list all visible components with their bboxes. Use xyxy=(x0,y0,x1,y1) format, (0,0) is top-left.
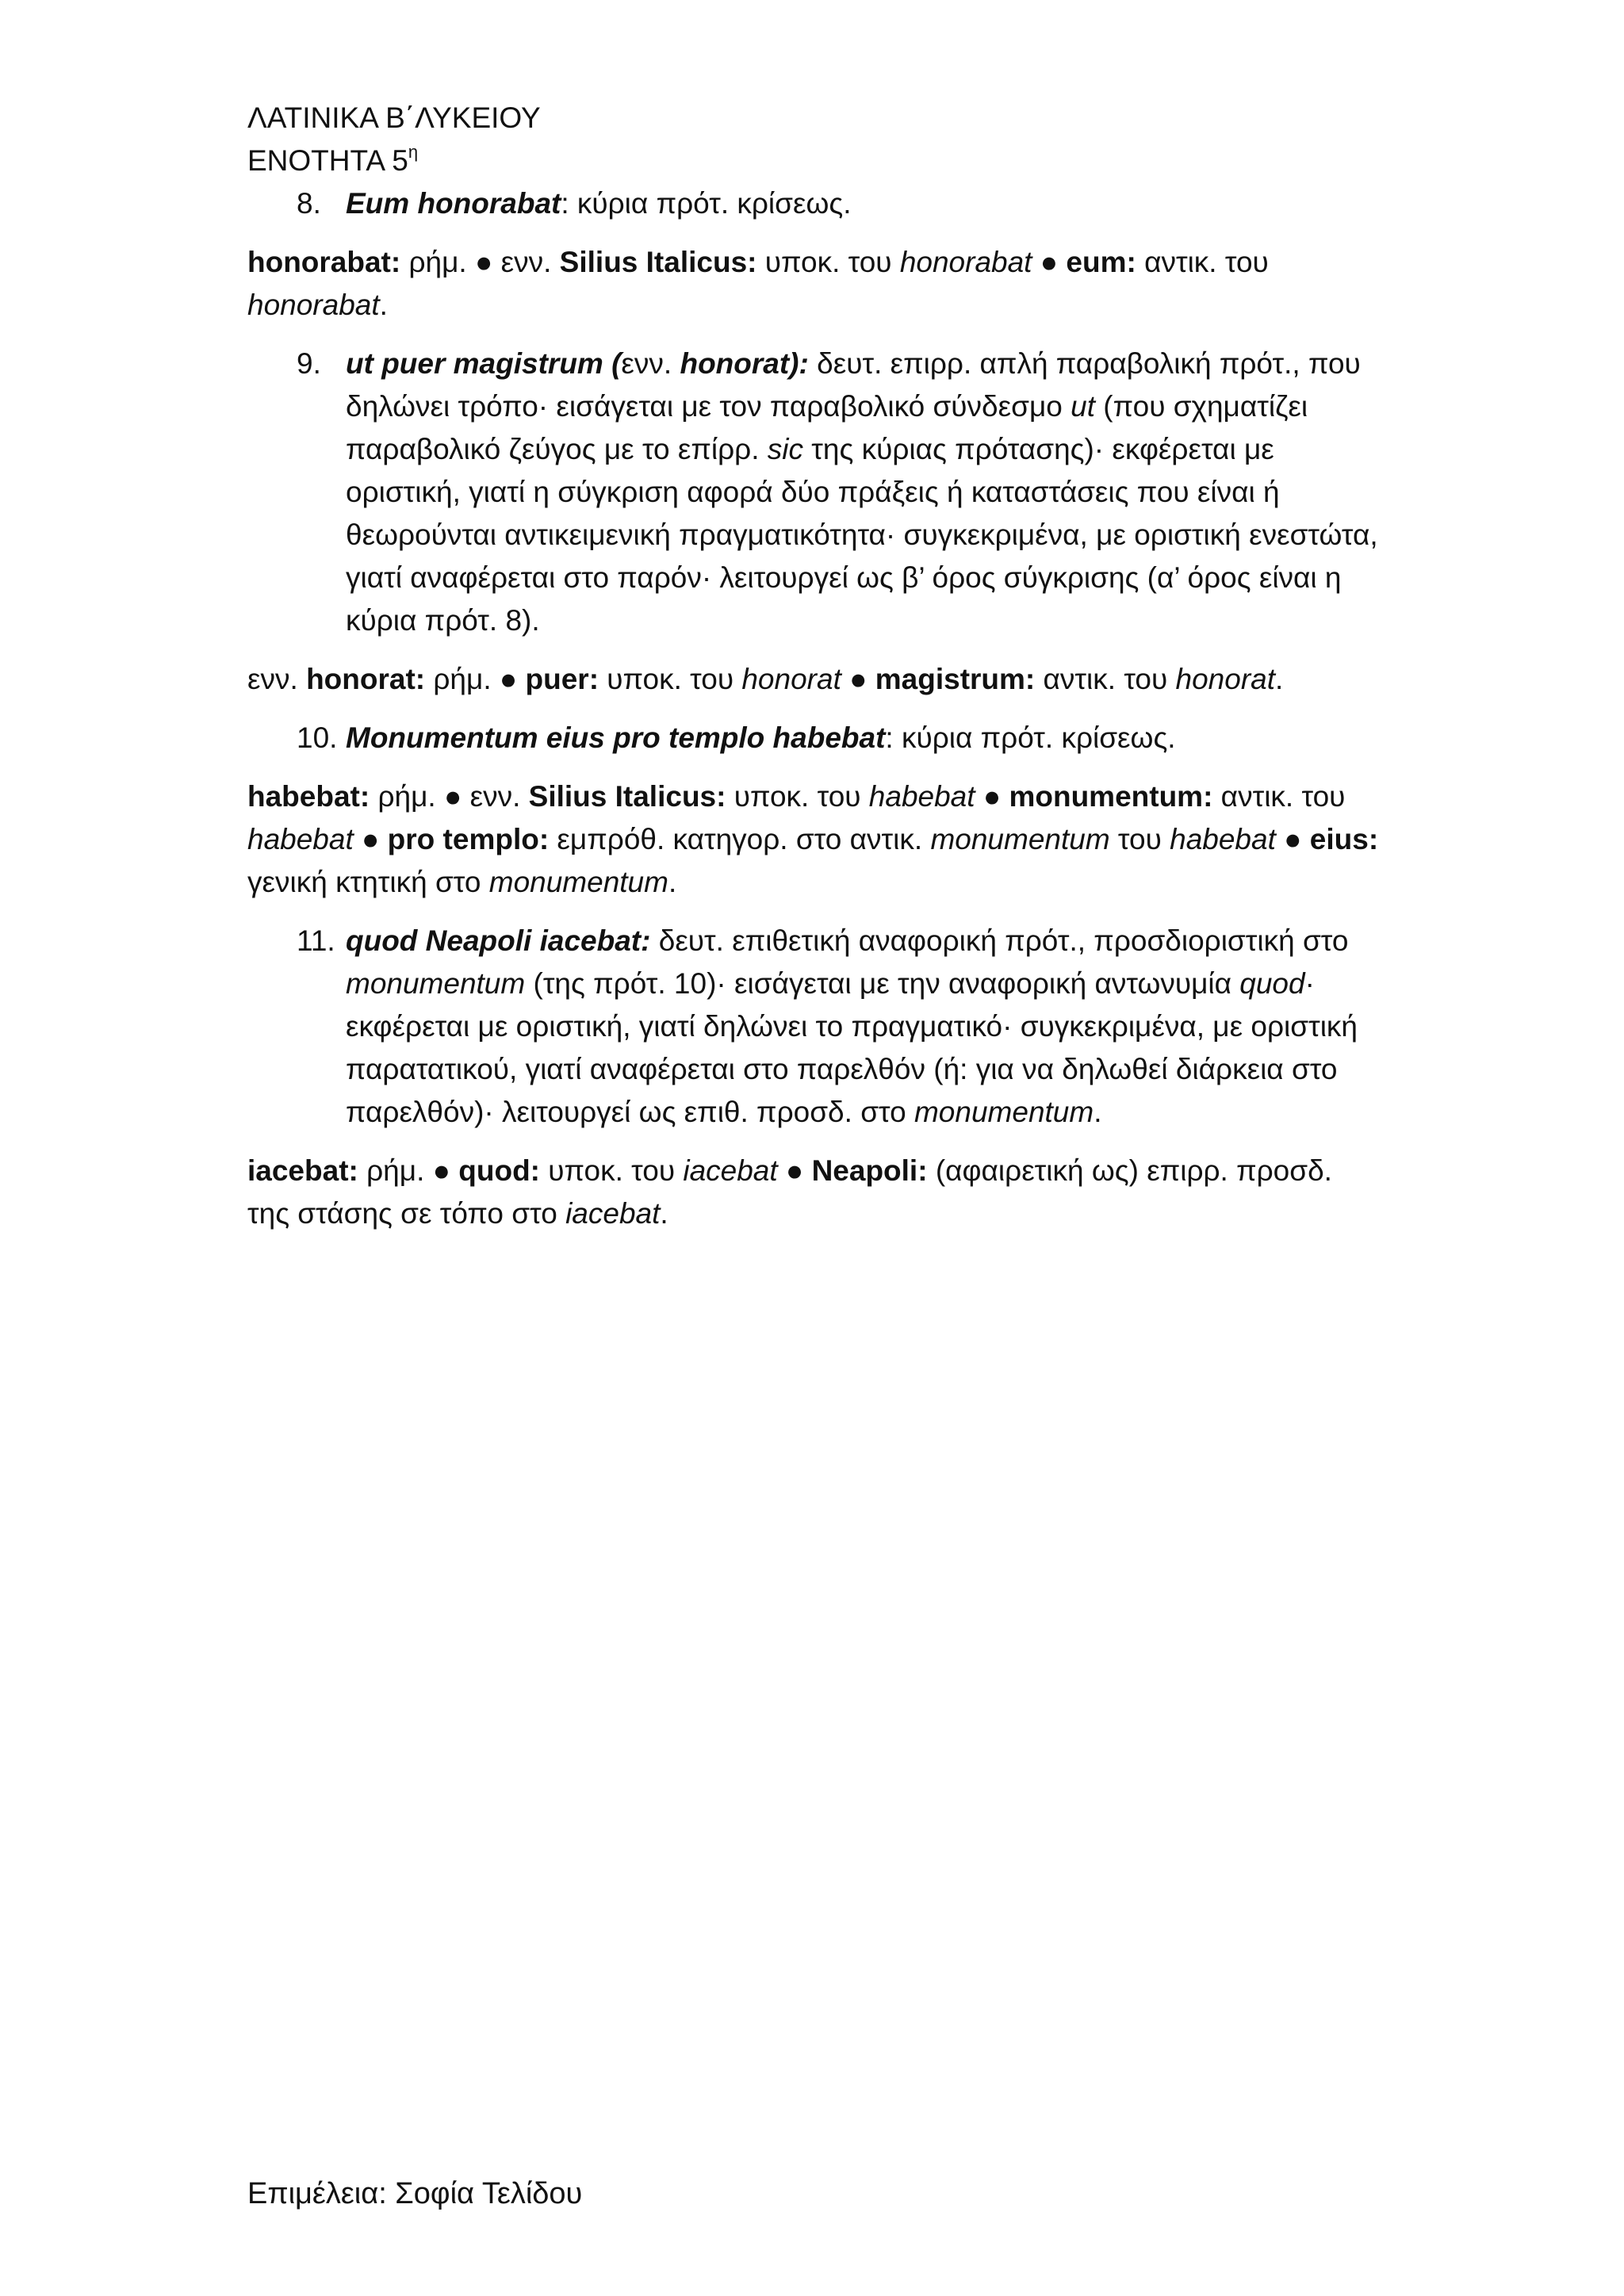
text-run: δευτ. επιρρ. απλή παραβολική πρότ., που δηλώνει τρόπο· εισάγεται με τον παραβολικό σύνδεσμο xyxy=(346,347,1361,423)
analysis-paragraph xyxy=(247,775,1381,904)
text-run: monumentum xyxy=(930,823,1110,855)
text-run: monumentum: xyxy=(1009,780,1213,813)
text-run: . xyxy=(379,289,388,321)
text-run: . xyxy=(668,866,677,898)
text-run: (αφαιρετική ως) επιρρ. προσδ. της στάσης σε τόπο στο xyxy=(247,1154,1332,1230)
text-run: δευτ. επιθετική αναφορική πρότ., προσδιοριστική στο xyxy=(650,924,1349,957)
text-run: ● xyxy=(841,663,875,695)
text-run: habebat xyxy=(868,780,975,813)
text-run: honorabat xyxy=(247,289,380,321)
text-run: Silius Italicus: xyxy=(559,246,757,278)
text-run: ρήμ. ● xyxy=(425,663,526,695)
numbered-item-11 xyxy=(247,920,1381,1134)
analysis-paragraph xyxy=(247,241,1381,327)
text-run: Monumentum eius pro templo habebat xyxy=(346,721,886,754)
text-run: quod: xyxy=(458,1154,540,1187)
text-run: ενν. xyxy=(247,663,307,695)
text-run: iacebat: xyxy=(247,1154,358,1187)
analysis-paragraph xyxy=(247,658,1381,701)
text-run: αντικ. του xyxy=(1035,663,1176,695)
text-run: αντικ. του xyxy=(1212,780,1346,813)
text-run: υποκ. του xyxy=(540,1154,684,1187)
text-run: honorat xyxy=(741,663,841,695)
item-number: 8. xyxy=(297,187,321,220)
text-run: . xyxy=(660,1197,668,1230)
document-header xyxy=(247,97,1381,182)
text-run: quod xyxy=(1239,967,1305,1000)
text-run: του xyxy=(1109,823,1170,855)
item-number: 9. xyxy=(297,347,321,380)
numbered-item-10 xyxy=(247,717,1381,760)
item-text xyxy=(346,187,851,220)
text-run: Neapoli: xyxy=(811,1154,928,1187)
text-run: γενική κτητική στο xyxy=(247,866,489,898)
text-run: Eum honorabat xyxy=(346,187,561,220)
document-footer: Επιμέλεια: Σοφία Τελίδου xyxy=(247,2177,583,2210)
numbered-item-9 xyxy=(247,342,1381,642)
text-run: ενν. xyxy=(621,347,680,380)
text-run: ρήμ. ● xyxy=(358,1154,459,1187)
text-run: της κύριας πρότασης)· εκφέρεται με οριστική, γιατί η σύγκριση αφορά δύο πράξεις ή καταστάσεις που είναι ή θεωρούνται αντικειμενική πραγματικότητα· συγκεκριμένα, με οριστική ενεστώτα, γιατί αναφέρεται στο παρόν· λειτουργεί ως β’ όρος σύγκρισης (α’ όρος είναι η κύρια πρότ. 8). xyxy=(346,433,1378,637)
text-run: monumentum xyxy=(914,1096,1094,1128)
text-run: Silius Italicus: xyxy=(528,780,726,813)
text-run: puer: xyxy=(525,663,599,695)
text-run: ut puer magistrum ( xyxy=(346,347,622,380)
text-run: quod Neapoli iacebat: xyxy=(346,924,651,957)
item-number: 10. xyxy=(297,721,338,754)
text-run: iacebat xyxy=(565,1197,661,1230)
header-unit xyxy=(247,140,1381,182)
text-run: honorat: xyxy=(306,663,426,695)
text-run: . xyxy=(1094,1096,1102,1128)
text-run: : κύρια πρότ. κρίσεως. xyxy=(885,721,1176,754)
text-run: habebat: xyxy=(247,780,370,813)
text-run: ut xyxy=(1071,390,1096,423)
text-run: υποκ. του xyxy=(756,246,900,278)
text-run: αντικ. του xyxy=(1136,246,1269,278)
text-run: (της πρότ. 10)· εισάγεται με την αναφορική αντωνυμία xyxy=(525,967,1240,1000)
text-run: . xyxy=(1275,663,1284,695)
document-page xyxy=(247,97,1381,1235)
text-run: ● xyxy=(1032,246,1067,278)
text-run: ● xyxy=(975,780,1009,813)
text-run: ● xyxy=(777,1154,812,1187)
text-run: honorat): xyxy=(680,347,809,380)
text-run: monumentum xyxy=(346,967,526,1000)
text-run: eius: xyxy=(1309,823,1379,855)
text-run: ● xyxy=(1275,823,1310,855)
item-text xyxy=(346,924,1358,1128)
text-run: honorabat: xyxy=(247,246,401,278)
item-text xyxy=(346,721,1176,754)
text-run: pro templo: xyxy=(387,823,550,855)
text-run: habebat xyxy=(1170,823,1276,855)
text-run: ρήμ. ● ενν. xyxy=(370,780,529,813)
header-unit-superscript: η xyxy=(408,142,419,162)
header-subject: ΛΑΤΙΝΙΚΑ Β΄ΛΥΚΕΙΟΥ xyxy=(247,101,541,134)
text-run: υποκ. του xyxy=(599,663,742,695)
text-run: monumentum xyxy=(488,866,668,898)
text-run: honorat xyxy=(1175,663,1276,695)
text-run: ρήμ. ● ενν. xyxy=(400,246,560,278)
header-unit-label: ΕΝΟΤΗΤΑ 5 xyxy=(247,144,408,177)
text-run: habebat xyxy=(247,823,354,855)
text-run: ● xyxy=(353,823,388,855)
text-run: eum: xyxy=(1066,246,1136,278)
text-run: : κύρια πρότ. κρίσεως. xyxy=(561,187,852,220)
text-run: εμπρόθ. κατηγορ. στο αντικ. xyxy=(549,823,931,855)
text-run: · εκφέρεται με οριστική, γιατί δηλώνει το πραγματικό· συγκεκριμένα, με οριστική παρατατικού, γιατί αναφέρεται στο παρελθόν (ή: για να δηλωθεί διάρκεια στο παρελθόν)· λειτουργεί ως επιθ. προσδ. στο xyxy=(346,967,1358,1128)
text-run: sic xyxy=(767,433,804,465)
text-run: magistrum: xyxy=(875,663,1036,695)
item-number: 11. xyxy=(297,924,335,957)
text-run: honorabat xyxy=(899,246,1032,278)
analysis-paragraph xyxy=(247,1150,1381,1235)
text-run: iacebat xyxy=(683,1154,778,1187)
text-run: υποκ. του xyxy=(726,780,869,813)
item-text xyxy=(346,347,1378,637)
numbered-item-8 xyxy=(247,182,1381,225)
text-run: (που σχηματίζει παραβολικό ζεύγος με το επίρρ. xyxy=(346,390,1308,465)
